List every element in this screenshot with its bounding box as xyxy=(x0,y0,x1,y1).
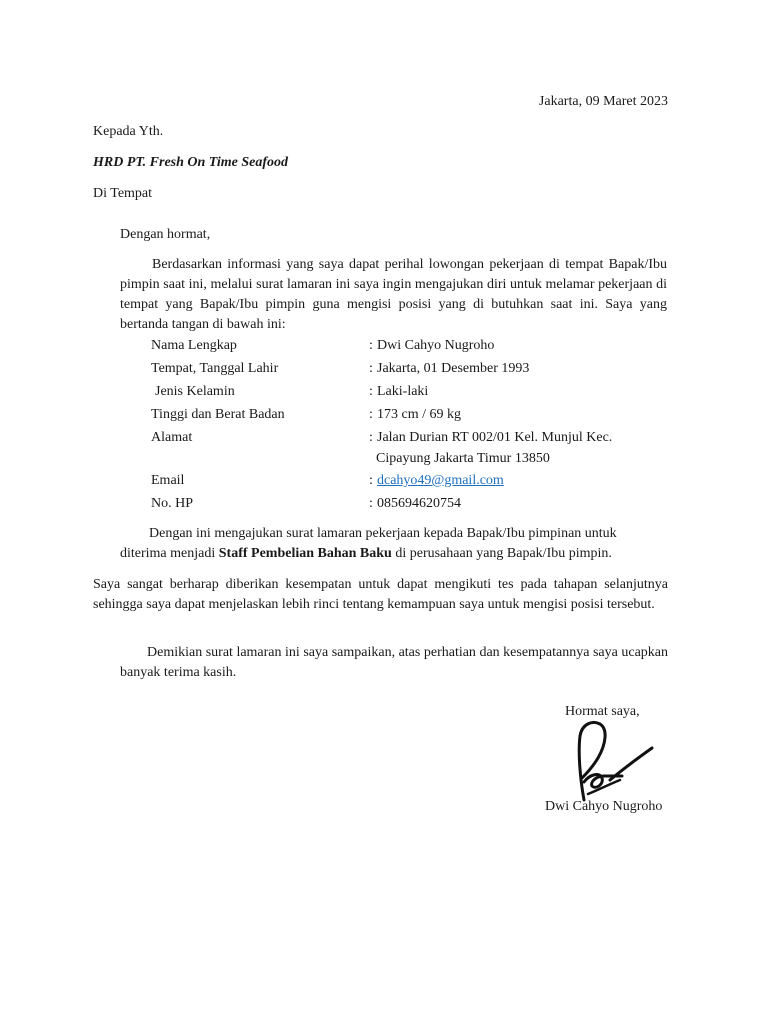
detail-row-birth xyxy=(0,358,768,380)
detail-label: No. HP xyxy=(151,496,194,511)
signer-name: Dwi Cahyo Nugroho xyxy=(545,799,663,814)
detail-label: Jenis Kelamin xyxy=(155,384,235,399)
greeting: Dengan hormat, xyxy=(120,227,211,242)
detail-value: Laki-laki xyxy=(377,384,429,399)
detail-value: Jakarta, 01 Desember 1993 xyxy=(377,361,530,376)
letter-date: Jakarta, 09 Maret 2023 xyxy=(538,94,668,109)
detail-colon: : xyxy=(369,430,373,445)
closing-paragraph: Demikian surat lamaran ini saya sampaikan, atas perhatian dan kesempatannya saya ucapkan banyak terima kasih. xyxy=(120,645,668,680)
apply-text-post: di perusahaan yang Bapak/Ibu pimpin. xyxy=(391,546,612,561)
detail-colon: : xyxy=(369,361,373,376)
intro-paragraph: Berdasarkan informasi yang saya dapat perihal lowongan pekerjaan di tempat Bapak/Ibu pimpin saat ini, melalui surat lamaran ini saya ingin mengajukan diri untuk melamar pekerjaan di tempat yang Bapak/Ibu pimpin guna mengisi posisi yang di butuhkan saat ini. Saya yang bertanda tangan di bawah ini: xyxy=(120,257,667,332)
detail-row-email xyxy=(0,470,768,492)
signature-image xyxy=(570,718,660,802)
detail-row-height-weight xyxy=(0,404,768,426)
detail-label: Nama Lengkap xyxy=(151,338,237,353)
detail-label: Email xyxy=(151,473,185,488)
detail-colon: : xyxy=(369,473,373,488)
hope-paragraph: Saya sangat berharap diberikan kesempatan untuk dapat mengikuti tes pada tahapan selanjutnya sehingga saya dapat menjelaskan lebih rinci tentang kemampuan saya untuk mengisi posisi tersebut. xyxy=(93,577,668,612)
detail-row-gender xyxy=(0,381,768,403)
detail-value: 085694620754 xyxy=(377,496,461,511)
detail-value: 173 cm / 69 kg xyxy=(377,407,461,422)
detail-value-line2: Cipayung Jakarta Timur 13850 xyxy=(376,451,550,466)
email-link[interactable]: dcahyo49@gmail.com xyxy=(377,473,504,488)
detail-value: Dwi Cahyo Nugroho xyxy=(377,338,495,353)
regards: Hormat saya, xyxy=(565,704,640,719)
detail-label: Tinggi dan Berat Badan xyxy=(151,407,285,422)
recipient: HRD PT. Fresh On Time Seafood xyxy=(93,155,288,170)
detail-colon: : xyxy=(369,496,373,511)
apply-text-pre: diterima menjadi xyxy=(120,546,219,561)
apply-line-1: Dengan ini mengajukan surat lamaran pekerjaan kepada Bapak/Ibu pimpinan untuk xyxy=(149,526,617,541)
position-name: Staff Pembelian Bahan Baku xyxy=(218,546,392,561)
detail-row-name xyxy=(0,335,768,357)
detail-value: Jalan Durian RT 002/01 Kel. Munjul Kec. xyxy=(377,430,613,445)
to-line: Kepada Yth. xyxy=(93,124,164,139)
detail-colon: : xyxy=(369,407,373,422)
place: Di Tempat xyxy=(93,186,153,201)
detail-row-address xyxy=(0,427,768,471)
detail-colon: : xyxy=(369,384,373,399)
apply-line-2 xyxy=(120,544,612,564)
detail-label: Tempat, Tanggal Lahir xyxy=(151,361,279,376)
detail-label: Alamat xyxy=(151,430,193,445)
detail-colon: : xyxy=(369,338,373,353)
detail-row-phone xyxy=(0,493,768,515)
